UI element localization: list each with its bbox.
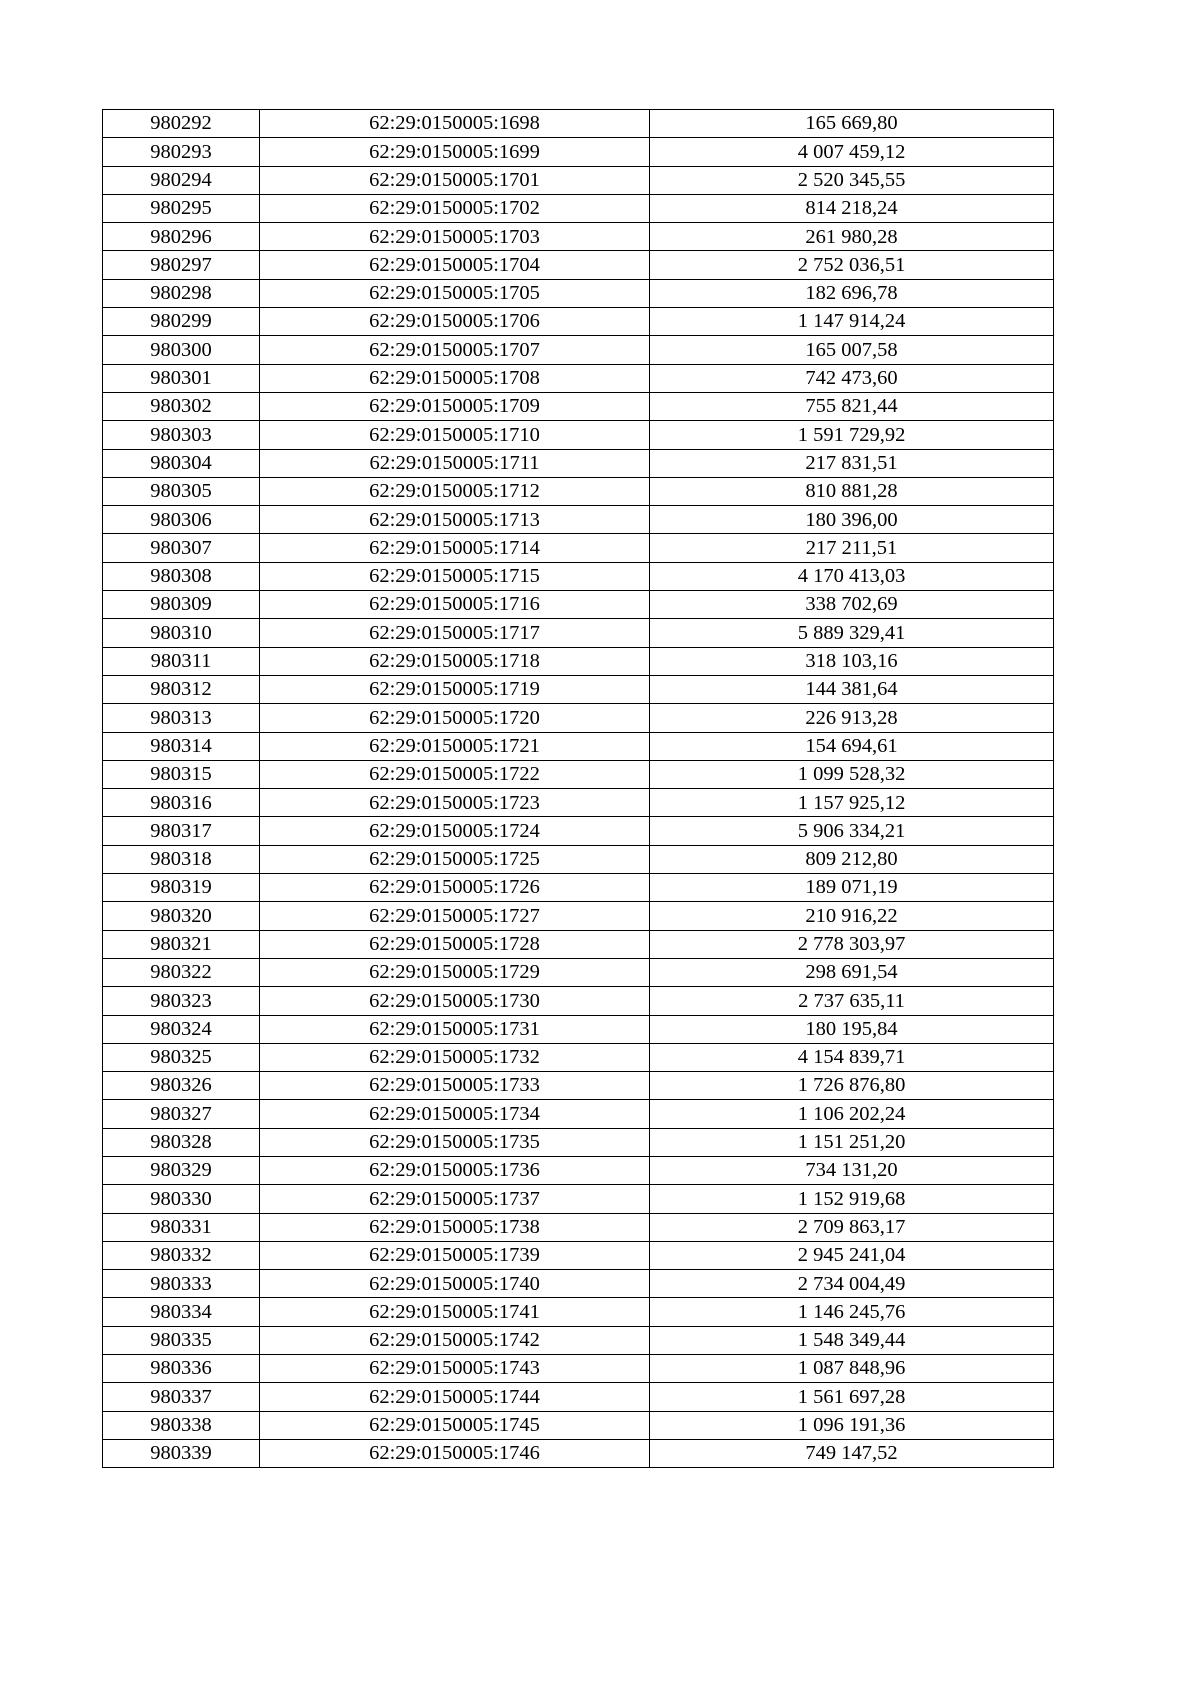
table-row bbox=[103, 336, 1054, 364]
cadastral-value-cell: 210 916,22 bbox=[650, 902, 1054, 930]
cadastral-value-cell: 2 734 004,49 bbox=[650, 1270, 1054, 1298]
row-number-cell: 980317 bbox=[103, 817, 260, 845]
cadastral-number-cell: 62:29:0150005:1743 bbox=[260, 1355, 650, 1383]
cadastral-value-cell: 1 157 925,12 bbox=[650, 789, 1054, 817]
row-number-cell: 980329 bbox=[103, 1156, 260, 1184]
cadastral-value-cell: 261 980,28 bbox=[650, 223, 1054, 251]
table-row bbox=[103, 194, 1054, 222]
table-row bbox=[103, 902, 1054, 930]
row-number-cell: 980298 bbox=[103, 279, 260, 307]
table-row bbox=[103, 930, 1054, 958]
cadastral-number-cell: 62:29:0150005:1746 bbox=[260, 1439, 650, 1467]
cadastral-value-cell: 182 696,78 bbox=[650, 279, 1054, 307]
table-row bbox=[103, 1439, 1054, 1467]
row-number-cell: 980308 bbox=[103, 562, 260, 590]
cadastral-number-cell: 62:29:0150005:1735 bbox=[260, 1128, 650, 1156]
cadastral-number-cell: 62:29:0150005:1729 bbox=[260, 958, 650, 986]
cadastral-value-cell: 2 945 241,04 bbox=[650, 1241, 1054, 1269]
row-number-cell: 980337 bbox=[103, 1383, 260, 1411]
cadastral-value-cell: 318 103,16 bbox=[650, 647, 1054, 675]
table-body bbox=[103, 110, 1054, 1468]
cadastral-value-cell: 1 099 528,32 bbox=[650, 760, 1054, 788]
row-number-cell: 980305 bbox=[103, 477, 260, 505]
cadastral-number-cell: 62:29:0150005:1715 bbox=[260, 562, 650, 590]
row-number-cell: 980294 bbox=[103, 166, 260, 194]
cadastral-number-cell: 62:29:0150005:1740 bbox=[260, 1270, 650, 1298]
cadastral-value-cell: 2 520 345,55 bbox=[650, 166, 1054, 194]
cadastral-number-cell: 62:29:0150005:1712 bbox=[260, 477, 650, 505]
cadastral-number-cell: 62:29:0150005:1737 bbox=[260, 1185, 650, 1213]
table-row bbox=[103, 223, 1054, 251]
cadastral-number-cell: 62:29:0150005:1731 bbox=[260, 1015, 650, 1043]
table-row bbox=[103, 110, 1054, 138]
cadastral-number-cell: 62:29:0150005:1706 bbox=[260, 308, 650, 336]
cadastral-number-cell: 62:29:0150005:1725 bbox=[260, 845, 650, 873]
table-row bbox=[103, 1128, 1054, 1156]
row-number-cell: 980301 bbox=[103, 364, 260, 392]
cadastral-value-cell: 165 007,58 bbox=[650, 336, 1054, 364]
cadastral-value-cell: 1 106 202,24 bbox=[650, 1100, 1054, 1128]
cadastral-value-cell: 1 726 876,80 bbox=[650, 1072, 1054, 1100]
cadastral-value-cell: 2 778 303,97 bbox=[650, 930, 1054, 958]
cadastral-value-cell: 1 591 729,92 bbox=[650, 421, 1054, 449]
row-number-cell: 980333 bbox=[103, 1270, 260, 1298]
cadastral-number-cell: 62:29:0150005:1742 bbox=[260, 1326, 650, 1354]
cadastral-value-cell: 2 737 635,11 bbox=[650, 987, 1054, 1015]
cadastral-number-cell: 62:29:0150005:1707 bbox=[260, 336, 650, 364]
cadastral-number-cell: 62:29:0150005:1713 bbox=[260, 506, 650, 534]
row-number-cell: 980331 bbox=[103, 1213, 260, 1241]
cadastral-number-cell: 62:29:0150005:1718 bbox=[260, 647, 650, 675]
table-row bbox=[103, 845, 1054, 873]
row-number-cell: 980315 bbox=[103, 760, 260, 788]
table-row bbox=[103, 1213, 1054, 1241]
cadastral-number-cell: 62:29:0150005:1708 bbox=[260, 364, 650, 392]
table-row bbox=[103, 1270, 1054, 1298]
cadastral-value-cell: 226 913,28 bbox=[650, 704, 1054, 732]
cadastral-number-cell: 62:29:0150005:1711 bbox=[260, 449, 650, 477]
cadastral-number-cell: 62:29:0150005:1722 bbox=[260, 760, 650, 788]
row-number-cell: 980323 bbox=[103, 987, 260, 1015]
table-row bbox=[103, 619, 1054, 647]
row-number-cell: 980335 bbox=[103, 1326, 260, 1354]
row-number-cell: 980313 bbox=[103, 704, 260, 732]
table-row bbox=[103, 392, 1054, 420]
cadastral-value-cell: 2 709 863,17 bbox=[650, 1213, 1054, 1241]
row-number-cell: 980327 bbox=[103, 1100, 260, 1128]
cadastral-number-cell: 62:29:0150005:1734 bbox=[260, 1100, 650, 1128]
row-number-cell: 980334 bbox=[103, 1298, 260, 1326]
cadastral-number-cell: 62:29:0150005:1717 bbox=[260, 619, 650, 647]
cadastral-number-cell: 62:29:0150005:1710 bbox=[260, 421, 650, 449]
cadastral-number-cell: 62:29:0150005:1738 bbox=[260, 1213, 650, 1241]
cadastral-number-cell: 62:29:0150005:1721 bbox=[260, 732, 650, 760]
cadastral-value-cell: 2 752 036,51 bbox=[650, 251, 1054, 279]
table-row bbox=[103, 308, 1054, 336]
row-number-cell: 980325 bbox=[103, 1043, 260, 1071]
cadastral-number-cell: 62:29:0150005:1732 bbox=[260, 1043, 650, 1071]
table-row bbox=[103, 1072, 1054, 1100]
cadastral-value-cell: 1 151 251,20 bbox=[650, 1128, 1054, 1156]
table-row bbox=[103, 421, 1054, 449]
row-number-cell: 980314 bbox=[103, 732, 260, 760]
cadastral-number-cell: 62:29:0150005:1714 bbox=[260, 534, 650, 562]
cadastral-value-cell: 810 881,28 bbox=[650, 477, 1054, 505]
table-row bbox=[103, 1411, 1054, 1439]
cadastral-number-cell: 62:29:0150005:1727 bbox=[260, 902, 650, 930]
cadastral-value-cell: 1 548 349,44 bbox=[650, 1326, 1054, 1354]
row-number-cell: 980309 bbox=[103, 591, 260, 619]
cadastral-number-cell: 62:29:0150005:1701 bbox=[260, 166, 650, 194]
cadastral-value-cell: 338 702,69 bbox=[650, 591, 1054, 619]
cadastral-number-cell: 62:29:0150005:1703 bbox=[260, 223, 650, 251]
cadastral-value-cell: 4 154 839,71 bbox=[650, 1043, 1054, 1071]
cadastral-value-cell: 217 831,51 bbox=[650, 449, 1054, 477]
cadastral-value-cell: 814 218,24 bbox=[650, 194, 1054, 222]
table-row bbox=[103, 1298, 1054, 1326]
cadastral-value-cell: 809 212,80 bbox=[650, 845, 1054, 873]
cadastral-number-cell: 62:29:0150005:1730 bbox=[260, 987, 650, 1015]
cadastral-value-cell: 4 170 413,03 bbox=[650, 562, 1054, 590]
cadastral-value-cell: 189 071,19 bbox=[650, 874, 1054, 902]
cadastral-value-cell: 742 473,60 bbox=[650, 364, 1054, 392]
table-row bbox=[103, 1241, 1054, 1269]
table-row bbox=[103, 138, 1054, 166]
table-row bbox=[103, 1043, 1054, 1071]
row-number-cell: 980328 bbox=[103, 1128, 260, 1156]
cadastral-number-cell: 62:29:0150005:1720 bbox=[260, 704, 650, 732]
cadastral-number-cell: 62:29:0150005:1699 bbox=[260, 138, 650, 166]
table-row bbox=[103, 449, 1054, 477]
cadastral-number-cell: 62:29:0150005:1745 bbox=[260, 1411, 650, 1439]
cadastral-value-cell: 180 195,84 bbox=[650, 1015, 1054, 1043]
row-number-cell: 980312 bbox=[103, 675, 260, 703]
row-number-cell: 980295 bbox=[103, 194, 260, 222]
cadastral-value-cell: 755 821,44 bbox=[650, 392, 1054, 420]
table-row bbox=[103, 364, 1054, 392]
table-row bbox=[103, 1355, 1054, 1383]
cadastral-number-cell: 62:29:0150005:1744 bbox=[260, 1383, 650, 1411]
cadastral-value-table bbox=[102, 109, 1054, 1468]
table-row bbox=[103, 760, 1054, 788]
row-number-cell: 980332 bbox=[103, 1241, 260, 1269]
cadastral-value-cell: 1 147 914,24 bbox=[650, 308, 1054, 336]
table-row bbox=[103, 647, 1054, 675]
table-row bbox=[103, 166, 1054, 194]
row-number-cell: 980304 bbox=[103, 449, 260, 477]
row-number-cell: 980321 bbox=[103, 930, 260, 958]
table-row bbox=[103, 1326, 1054, 1354]
cadastral-number-cell: 62:29:0150005:1705 bbox=[260, 279, 650, 307]
cadastral-value-cell: 165 669,80 bbox=[650, 110, 1054, 138]
row-number-cell: 980318 bbox=[103, 845, 260, 873]
table-row bbox=[103, 1156, 1054, 1184]
table-row bbox=[103, 279, 1054, 307]
table-row bbox=[103, 1185, 1054, 1213]
cadastral-value-cell: 5 889 329,41 bbox=[650, 619, 1054, 647]
table-row bbox=[103, 874, 1054, 902]
cadastral-number-cell: 62:29:0150005:1709 bbox=[260, 392, 650, 420]
cadastral-number-cell: 62:29:0150005:1723 bbox=[260, 789, 650, 817]
cadastral-number-cell: 62:29:0150005:1704 bbox=[260, 251, 650, 279]
row-number-cell: 980306 bbox=[103, 506, 260, 534]
row-number-cell: 980307 bbox=[103, 534, 260, 562]
row-number-cell: 980300 bbox=[103, 336, 260, 364]
table-row bbox=[103, 675, 1054, 703]
cadastral-number-cell: 62:29:0150005:1716 bbox=[260, 591, 650, 619]
row-number-cell: 980322 bbox=[103, 958, 260, 986]
row-number-cell: 980292 bbox=[103, 110, 260, 138]
row-number-cell: 980297 bbox=[103, 251, 260, 279]
row-number-cell: 980296 bbox=[103, 223, 260, 251]
cadastral-number-cell: 62:29:0150005:1728 bbox=[260, 930, 650, 958]
row-number-cell: 980299 bbox=[103, 308, 260, 336]
table-row bbox=[103, 591, 1054, 619]
table-row bbox=[103, 704, 1054, 732]
table-row bbox=[103, 1015, 1054, 1043]
table-row bbox=[103, 477, 1054, 505]
table-row bbox=[103, 987, 1054, 1015]
cadastral-value-cell: 154 694,61 bbox=[650, 732, 1054, 760]
table-row bbox=[103, 958, 1054, 986]
row-number-cell: 980320 bbox=[103, 902, 260, 930]
cadastral-value-cell: 1 096 191,36 bbox=[650, 1411, 1054, 1439]
cadastral-value-cell: 1 146 245,76 bbox=[650, 1298, 1054, 1326]
table-row bbox=[103, 251, 1054, 279]
table-row bbox=[103, 817, 1054, 845]
row-number-cell: 980310 bbox=[103, 619, 260, 647]
cadastral-number-cell: 62:29:0150005:1741 bbox=[260, 1298, 650, 1326]
table-row bbox=[103, 562, 1054, 590]
row-number-cell: 980326 bbox=[103, 1072, 260, 1100]
cadastral-value-cell: 734 131,20 bbox=[650, 1156, 1054, 1184]
row-number-cell: 980311 bbox=[103, 647, 260, 675]
cadastral-number-cell: 62:29:0150005:1736 bbox=[260, 1156, 650, 1184]
table-row bbox=[103, 534, 1054, 562]
row-number-cell: 980316 bbox=[103, 789, 260, 817]
cadastral-number-cell: 62:29:0150005:1698 bbox=[260, 110, 650, 138]
row-number-cell: 980338 bbox=[103, 1411, 260, 1439]
cadastral-value-cell: 4 007 459,12 bbox=[650, 138, 1054, 166]
table-row bbox=[103, 732, 1054, 760]
table-row bbox=[103, 789, 1054, 817]
cadastral-number-cell: 62:29:0150005:1719 bbox=[260, 675, 650, 703]
cadastral-value-cell: 298 691,54 bbox=[650, 958, 1054, 986]
row-number-cell: 980330 bbox=[103, 1185, 260, 1213]
table-row bbox=[103, 1100, 1054, 1128]
cadastral-value-cell: 749 147,52 bbox=[650, 1439, 1054, 1467]
cadastral-number-cell: 62:29:0150005:1724 bbox=[260, 817, 650, 845]
row-number-cell: 980293 bbox=[103, 138, 260, 166]
cadastral-value-cell: 217 211,51 bbox=[650, 534, 1054, 562]
row-number-cell: 980339 bbox=[103, 1439, 260, 1467]
row-number-cell: 980336 bbox=[103, 1355, 260, 1383]
cadastral-number-cell: 62:29:0150005:1733 bbox=[260, 1072, 650, 1100]
row-number-cell: 980303 bbox=[103, 421, 260, 449]
cadastral-value-cell: 144 381,64 bbox=[650, 675, 1054, 703]
cadastral-value-cell: 5 906 334,21 bbox=[650, 817, 1054, 845]
table-row bbox=[103, 506, 1054, 534]
cadastral-number-cell: 62:29:0150005:1726 bbox=[260, 874, 650, 902]
cadastral-number-cell: 62:29:0150005:1739 bbox=[260, 1241, 650, 1269]
cadastral-value-cell: 1 561 697,28 bbox=[650, 1383, 1054, 1411]
row-number-cell: 980324 bbox=[103, 1015, 260, 1043]
row-number-cell: 980319 bbox=[103, 874, 260, 902]
cadastral-number-cell: 62:29:0150005:1702 bbox=[260, 194, 650, 222]
cadastral-value-cell: 1 087 848,96 bbox=[650, 1355, 1054, 1383]
table-row bbox=[103, 1383, 1054, 1411]
row-number-cell: 980302 bbox=[103, 392, 260, 420]
cadastral-value-cell: 180 396,00 bbox=[650, 506, 1054, 534]
cadastral-value-cell: 1 152 919,68 bbox=[650, 1185, 1054, 1213]
